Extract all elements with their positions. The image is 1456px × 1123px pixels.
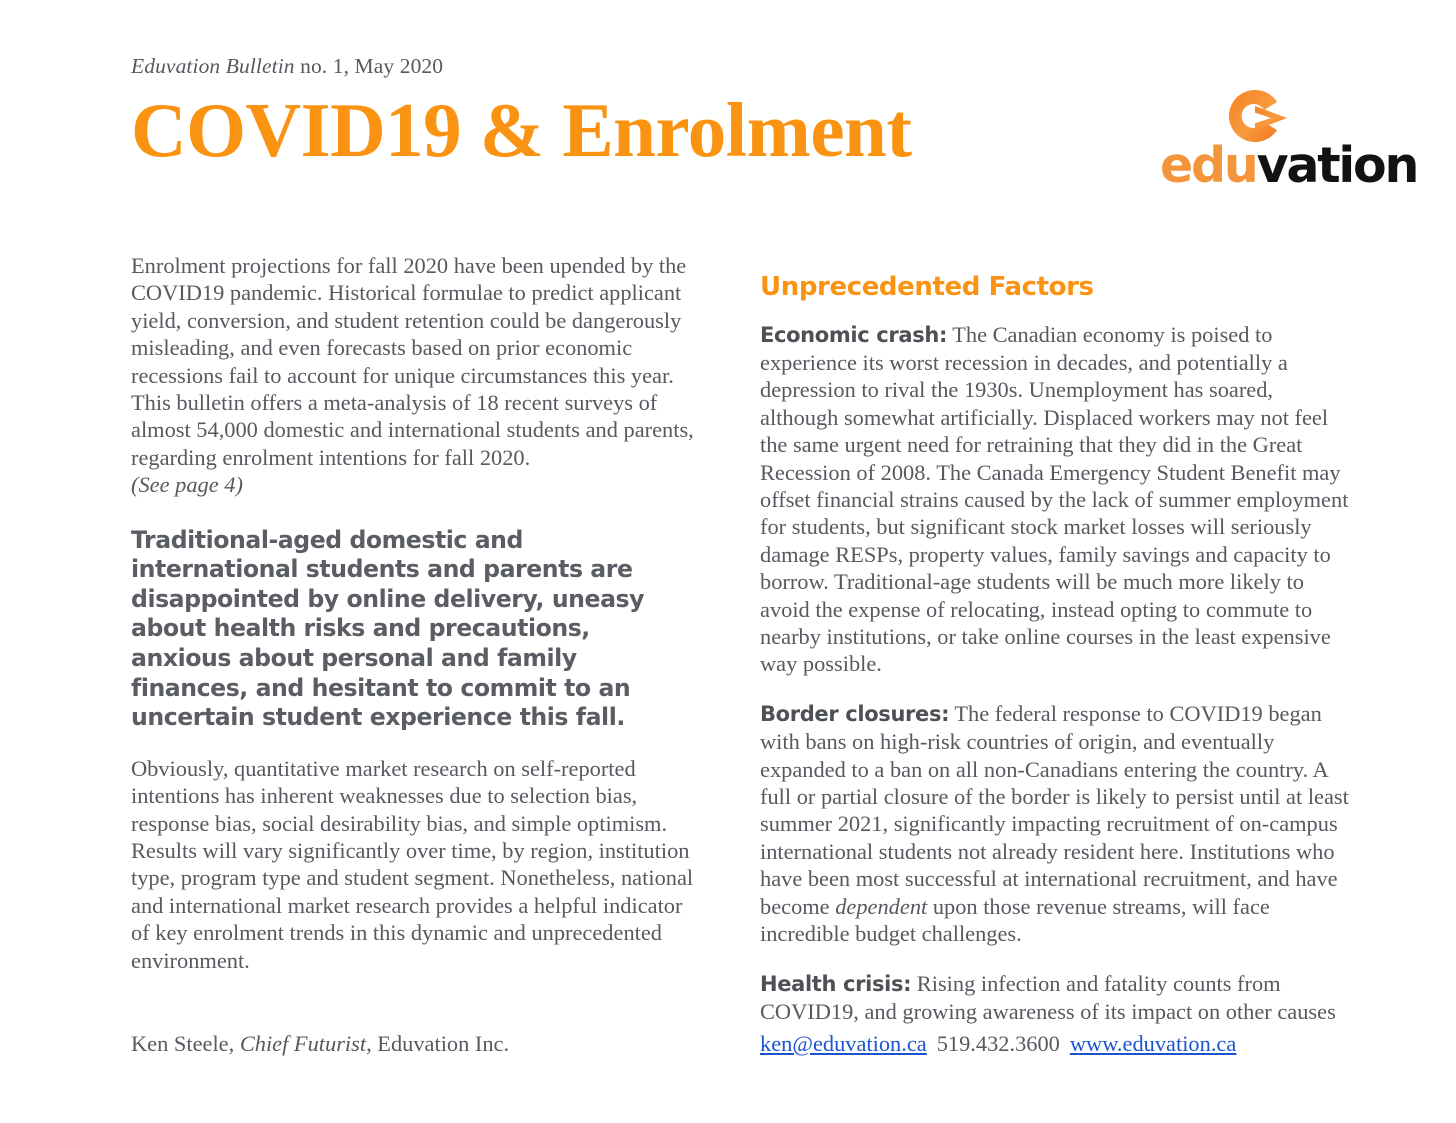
byline-role: Chief Futurist bbox=[239, 1031, 367, 1056]
factor-label-economic-crash: Economic crash: bbox=[760, 322, 948, 347]
footer-contact bbox=[760, 1031, 1236, 1058]
caveat-paragraph: Obviously, quantitative market research on self-reported intentions has inherent weaknesses due to selection bias, response bias, social desirability bias, and simple optimism. Results will vary significantly over time, by region, institution type, program type and student segment. Nonetheless, national and international market research provides a helpful indicator of key enrolment trends in this dynamic and unprecedented environment. bbox=[131, 755, 694, 973]
factor-health-crisis bbox=[760, 970, 1350, 1026]
factor-text-border-closures-before: The federal response to COVID19 began with bans on high-risk countries of origin, and eventually expanded to a ban on all non-Canadians entering the country. A full or partial closure of the border is likely to persist until at least summer 2021, significantly impacting recruitment of on-campus international students not already resident here. Institutions who have been most successful at international recruitment, and have become bbox=[760, 700, 1349, 919]
factor-text-economic-crash: The Canadian economy is poised to experience its worst recession in decades, and potentially a depression to rival the 1930s. Unemployment has soared, although somewhat artificially. Displaced workers may not feel the same urgent need for retraining that they did in the Great Recession of 2008. The Canada Emergency Student Benefit may offset financial strains caused by the lack of summer employment for students, but significant stock market losses will seriously damage RESPs, property values, family savings and capacity to borrow. Traditional-age students will be much more likely to avoid the expense of relocating, instead opting to commute to nearby institutions, or take online courses in the least expensive way possible. bbox=[760, 321, 1349, 677]
eduvation-logo bbox=[1160, 88, 1418, 196]
factor-label-border-closures: Border closures: bbox=[760, 701, 950, 726]
factor-emphasis-dependent: dependent bbox=[835, 893, 928, 919]
footer-phone: 519.432.3600 bbox=[936, 1031, 1060, 1056]
footer-website-link[interactable]: www.eduvation.ca bbox=[1069, 1031, 1237, 1056]
factor-text-health-crisis: Rising infection and fatality counts from COVID19, and growing awareness of its impact on other causes bbox=[760, 970, 1336, 1024]
see-page-note: (See page 4) bbox=[131, 472, 243, 498]
section-heading-unprecedented-factors: Unprecedented Factors bbox=[760, 271, 1094, 302]
kicker-publication-name: Eduvation Bulletin bbox=[131, 54, 295, 78]
factor-label-health-crisis: Health crisis: bbox=[760, 971, 912, 996]
eduvation-wordmark bbox=[1160, 137, 1418, 194]
footer-email-link[interactable]: ken@eduvation.ca bbox=[760, 1031, 927, 1056]
kicker-issue-date: no. 1, May 2020 bbox=[294, 54, 444, 78]
wordmark-vation: vation bbox=[1256, 137, 1418, 194]
right-column bbox=[760, 252, 1350, 1024]
page-title: COVID19 & Enrolment bbox=[131, 86, 912, 173]
bulletin-kicker bbox=[131, 56, 1352, 78]
factor-economic-crash bbox=[760, 321, 1350, 678]
left-column bbox=[131, 252, 697, 974]
lead-statement: Traditional-aged domestic and international students and parents are disappointed by online delivery, uneasy about health risks and precautions, anxious about personal and family finances, and hesitant to commit to an uncertain student experience this fall. bbox=[131, 525, 645, 732]
byline-org: , Eduvation Inc. bbox=[366, 1031, 510, 1056]
footer-byline bbox=[131, 1031, 509, 1058]
intro-paragraph: Enrolment projections for fall 2020 have been upended by the COVID19 pandemic. Historical formulae to predict applicant yield, conversion, and student retention could be dangerously misleading, and even forecasts based on prior economic recessions fail to account for unique circumstances this year. This bulletin offers a meta-analysis of 18 recent surveys of almost 54,000 domestic and international students and parents, regarding enrolment intentions for fall 2020. bbox=[131, 253, 694, 470]
wordmark-edu: edu bbox=[1160, 137, 1257, 194]
factor-text-border-closures-after: upon those revenue streams, will face incredible budget challenges. bbox=[760, 893, 1270, 947]
byline-name: Ken Steele, bbox=[131, 1031, 240, 1056]
factor-border-closures bbox=[760, 700, 1350, 948]
